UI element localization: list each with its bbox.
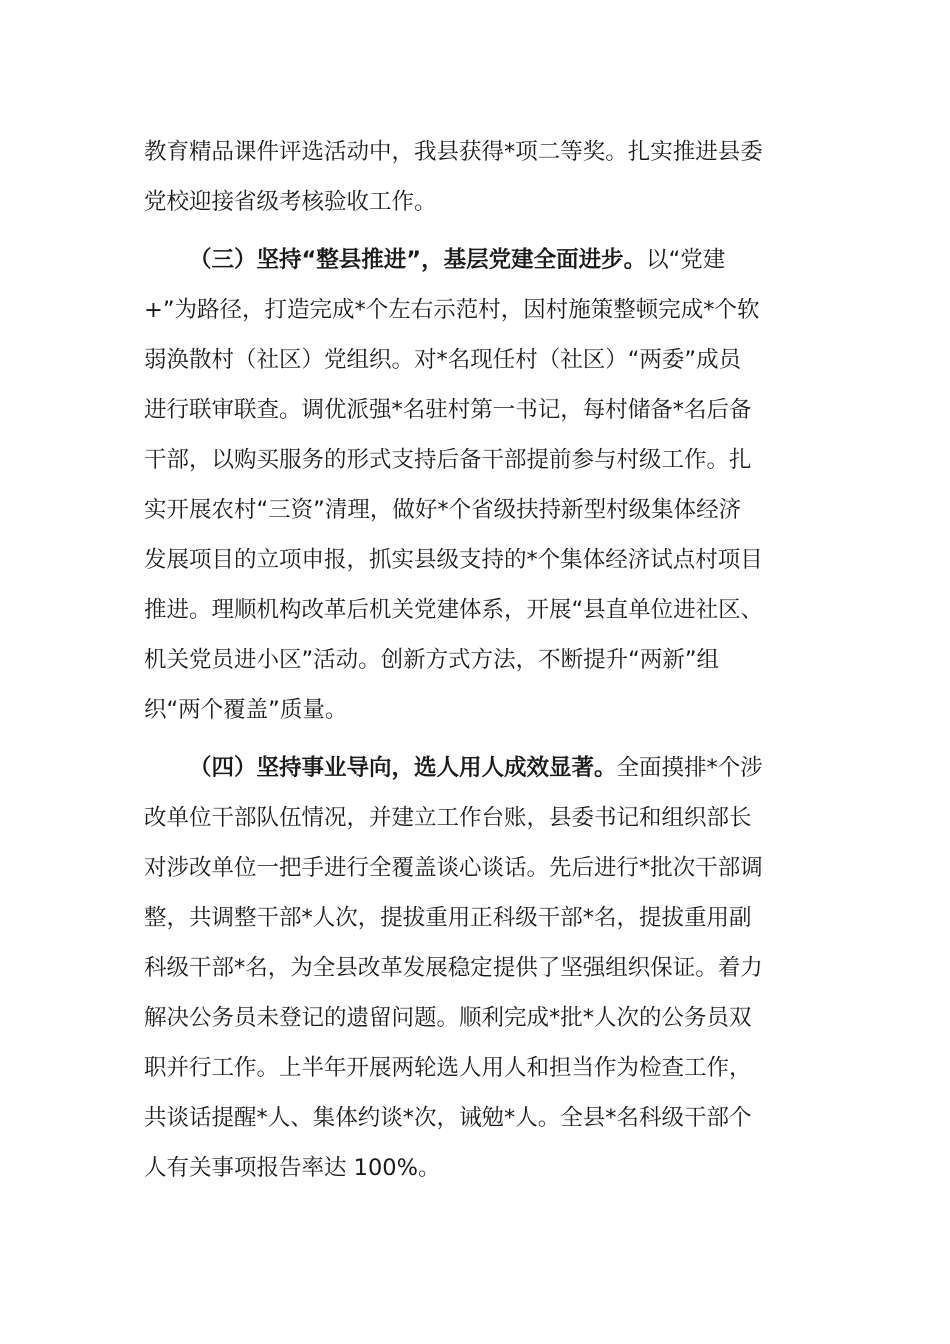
text-line: 机关党员进小区”活动。创新方式方法，不断提升“两新”组 [144, 647, 719, 673]
text-line: 教育精品课件评选活动中，我县获得*项二等奖。扎实推进县委 [144, 139, 763, 165]
document-body [144, 127, 806, 1193]
text-line: 党校迎接省级考核验收工作。 [144, 189, 437, 215]
section-heading-four: （四）坚持事业导向，选人用人成效显著。 [189, 755, 617, 781]
text-line: 实开展农村“三资”清理，做好*个省级扶持新型村级集体经济 [144, 497, 742, 523]
text-line: 进行联审联查。调优派强*名驻村第一书记，每村储备*名后备 [144, 397, 752, 423]
text-line: 改单位干部队伍情况，并建立工作台账，县委书记和组织部长 [144, 805, 752, 831]
text-line: 对涉改单位一把手进行全覆盖谈心谈话。先后进行*批次干部调 [144, 855, 763, 881]
text-line: 人有关事项报告率达 100%。 [144, 1155, 441, 1181]
text-line: 解决公务员未登记的遗留问题。顺利完成*批*人次的公务员双 [144, 1005, 752, 1031]
text-line: 推进。理顺机构改革后机关党建体系，开展“县直单位进社区、 [144, 597, 764, 623]
text-line: 发展项目的立项申报，抓实县级支持的*个集体经济试点村项目 [144, 547, 763, 573]
text-line: 整，共调整干部*人次，提拔重用正科级干部*名，提拔重用副 [144, 905, 752, 931]
paragraph-personnel-selection [144, 743, 806, 1193]
paragraph-first-line [144, 743, 806, 793]
text-line: 弱涣散村（社区）党组织。对*名现任村（社区）“两委”成员 [144, 347, 742, 373]
paragraph-grassroots-party-building [144, 235, 806, 735]
text-line: 干部，以购买服务的形式支持后备干部提前参与村级工作。扎 [144, 447, 752, 473]
text-run: 全面摸排*个涉 [616, 755, 763, 781]
paragraph-first-line [144, 235, 806, 285]
text-line: 科级干部*名，为全县改革发展稳定提供了坚强组织保证。着力 [144, 955, 763, 981]
text-run: 以“党建 [646, 247, 726, 273]
paragraph-education [144, 127, 806, 227]
text-line: 共谈话提醒*人、集体约谈*次，诫勉*人。全县*名科级干部个 [144, 1105, 752, 1131]
section-heading-three: （三）坚持“整县推进”，基层党建全面进步。 [189, 247, 647, 273]
text-line: 织“两个覆盖”质量。 [144, 697, 348, 723]
text-line: 职并行工作。上半年开展两轮选人用人和担当作为检查工作， [144, 1055, 752, 1081]
text-line: +”为路径，打造完成*个左右示范村，因村施策整顿完成*个软 [144, 297, 760, 323]
